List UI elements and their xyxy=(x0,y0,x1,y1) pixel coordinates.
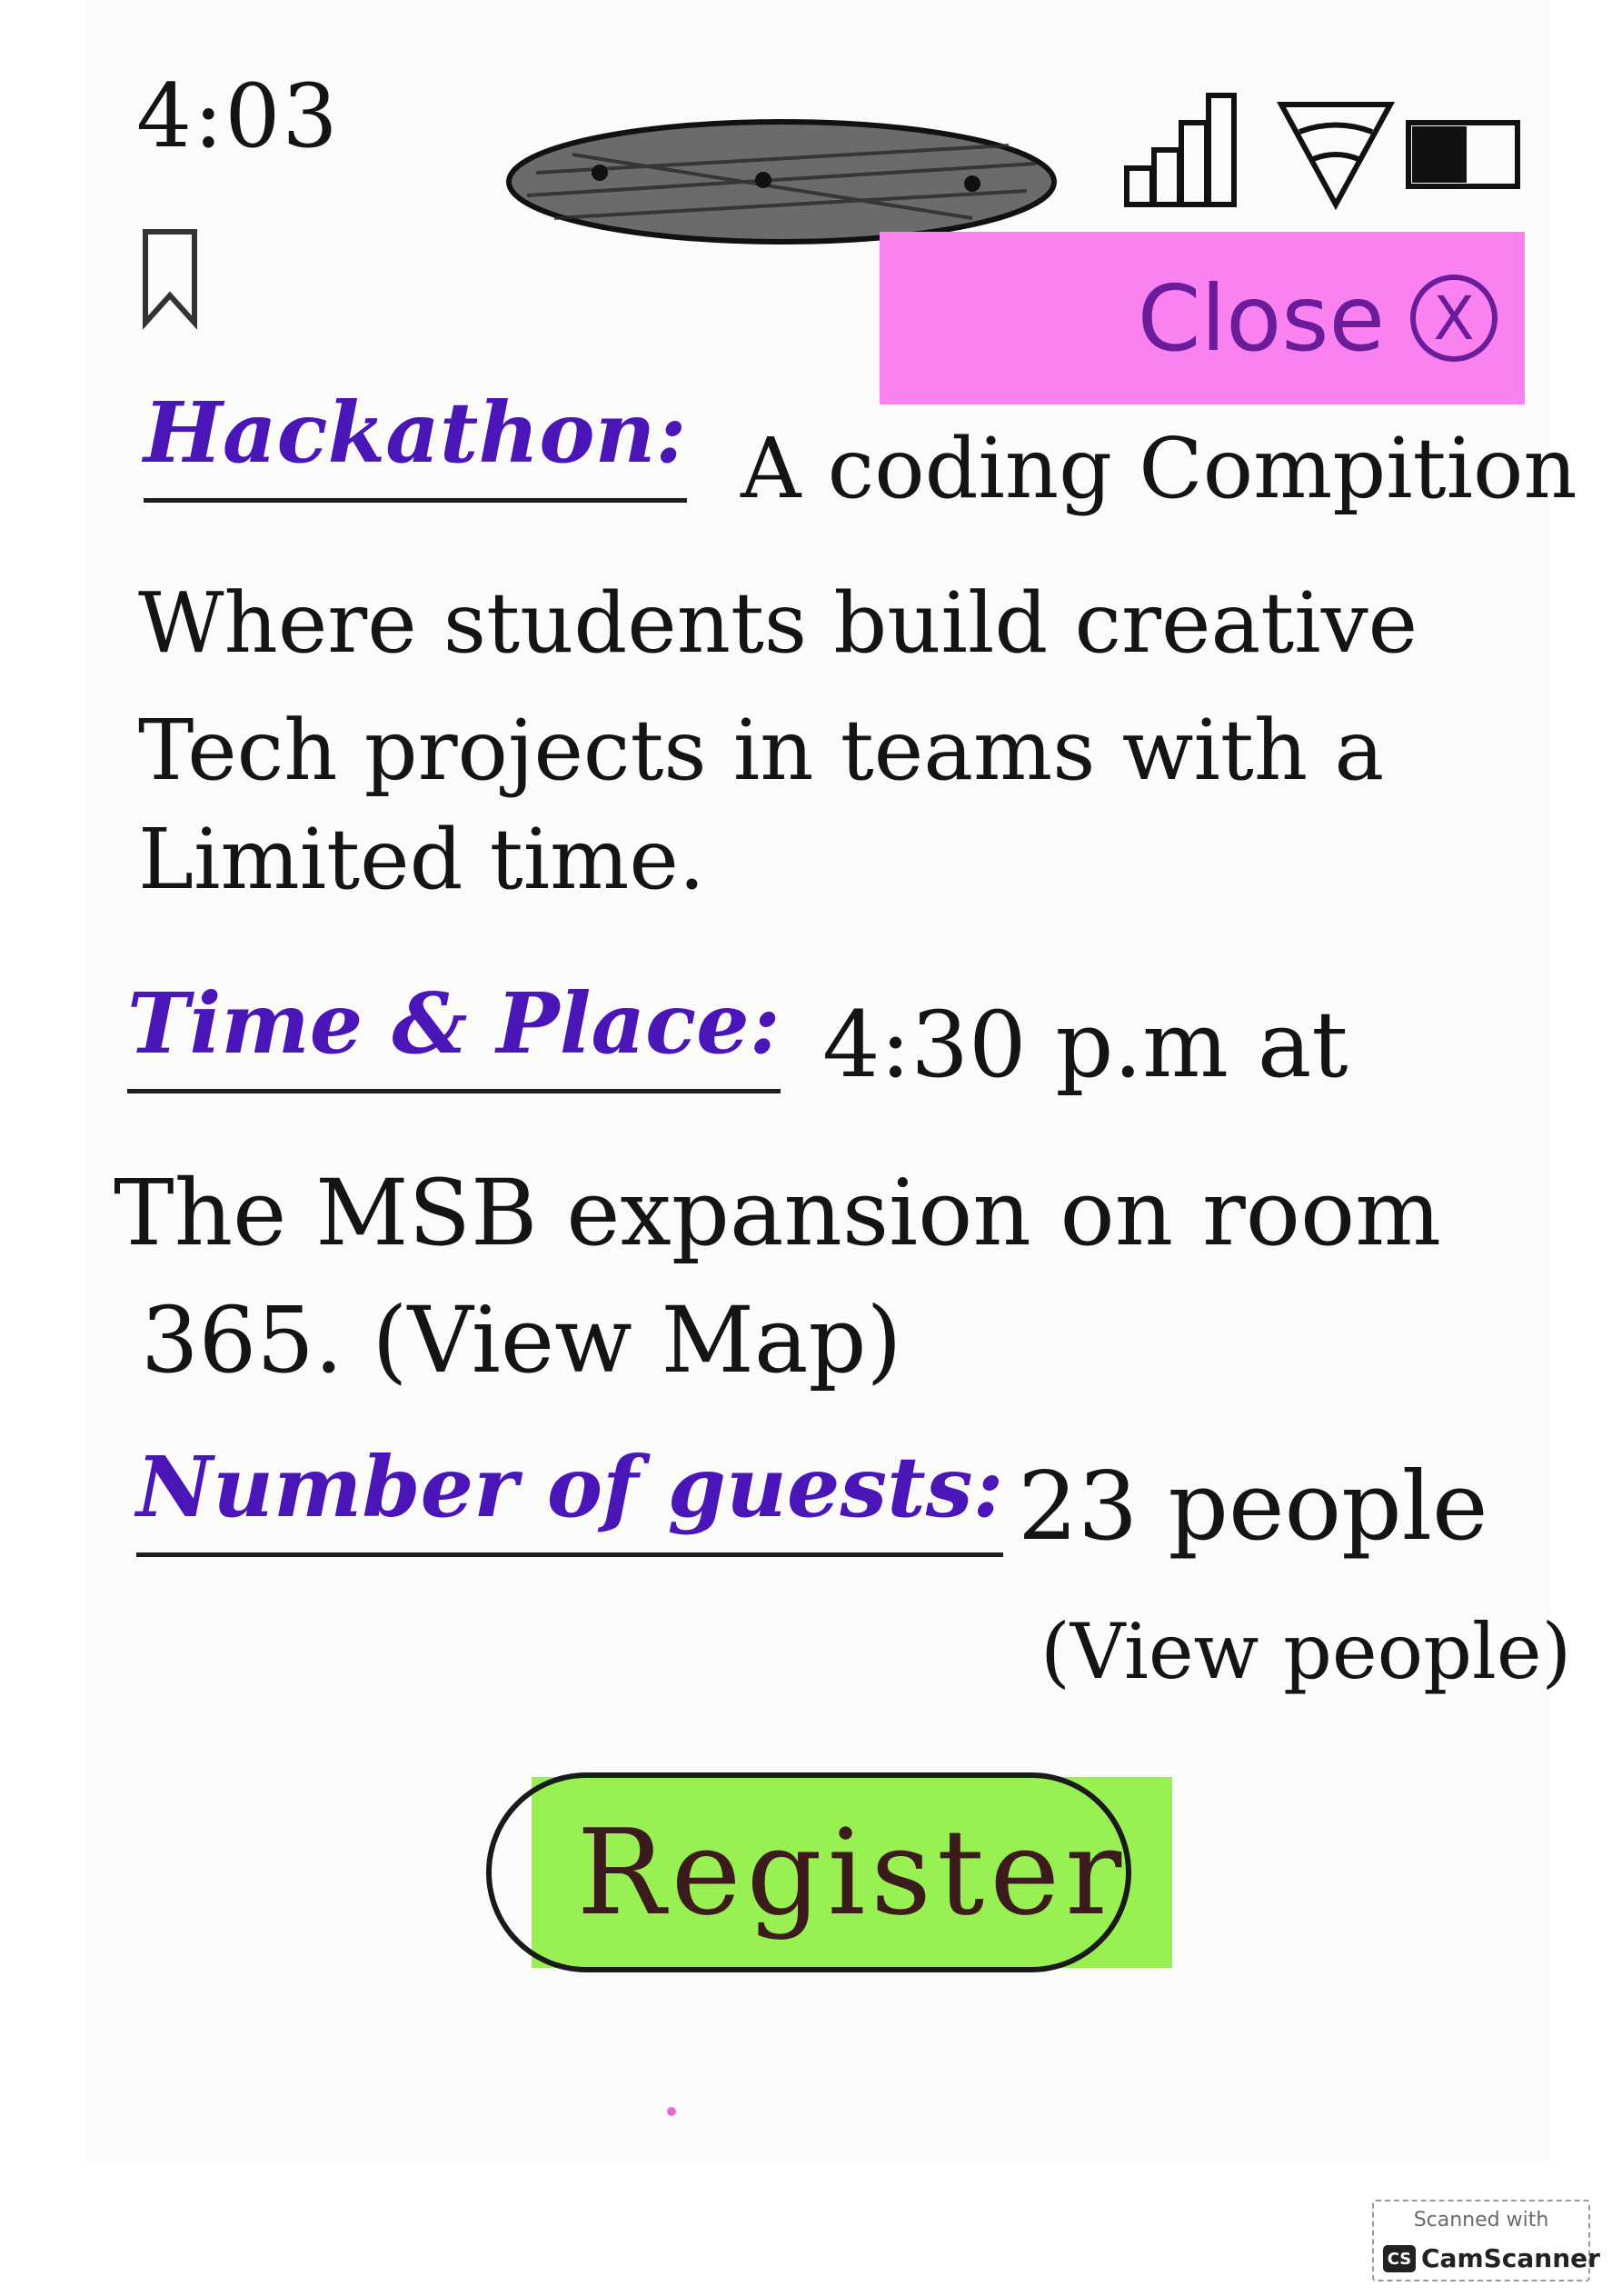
bookmark-icon[interactable] xyxy=(138,223,202,332)
event-description-line: Where students build creative xyxy=(138,574,1418,672)
status-clock: 4:03 xyxy=(136,65,340,167)
event-description-line: Limited time. xyxy=(138,811,706,908)
camscanner-watermark xyxy=(1372,2200,1600,2281)
watermark-caption: Scanned with xyxy=(1413,2209,1549,2231)
register-label: Register xyxy=(576,1803,1128,1942)
event-description-line: Tech projects in teams with a xyxy=(138,702,1385,799)
place-line-2 xyxy=(141,1287,902,1393)
place-line: The MSB expansion on room xyxy=(114,1160,1441,1266)
status-icons xyxy=(1118,86,1527,214)
close-label: Close xyxy=(1137,265,1385,372)
room-number: 365. xyxy=(141,1287,343,1393)
view-people-link[interactable]: (View people) xyxy=(1040,1607,1572,1696)
close-button[interactable] xyxy=(880,232,1525,404)
guests-label: Number of guests: xyxy=(136,1445,1003,1557)
guests-count: 23 people xyxy=(1018,1451,1488,1562)
time-place-heading xyxy=(127,974,781,1093)
guests-heading xyxy=(136,1438,1004,1557)
register-outline xyxy=(486,1772,1131,1972)
event-title xyxy=(144,384,687,503)
event-title-label: Hackathon: xyxy=(144,391,687,503)
camscanner-logo-icon: CS xyxy=(1383,2245,1416,2272)
time-place-value: 4:30 p.m at xyxy=(822,992,1348,1098)
watermark-name: CamScanner xyxy=(1421,2243,1600,2273)
wifi-icon xyxy=(1281,105,1390,205)
view-map-link[interactable]: (View Map) xyxy=(372,1287,902,1393)
signal-bars-icon xyxy=(1127,95,1234,205)
event-title-rest: A coding Compition xyxy=(741,420,1577,517)
battery-icon xyxy=(1408,123,1518,186)
time-place-label: Time & Place: xyxy=(127,982,781,1093)
close-icon: X xyxy=(1410,275,1498,362)
ink-dot xyxy=(667,2107,676,2116)
